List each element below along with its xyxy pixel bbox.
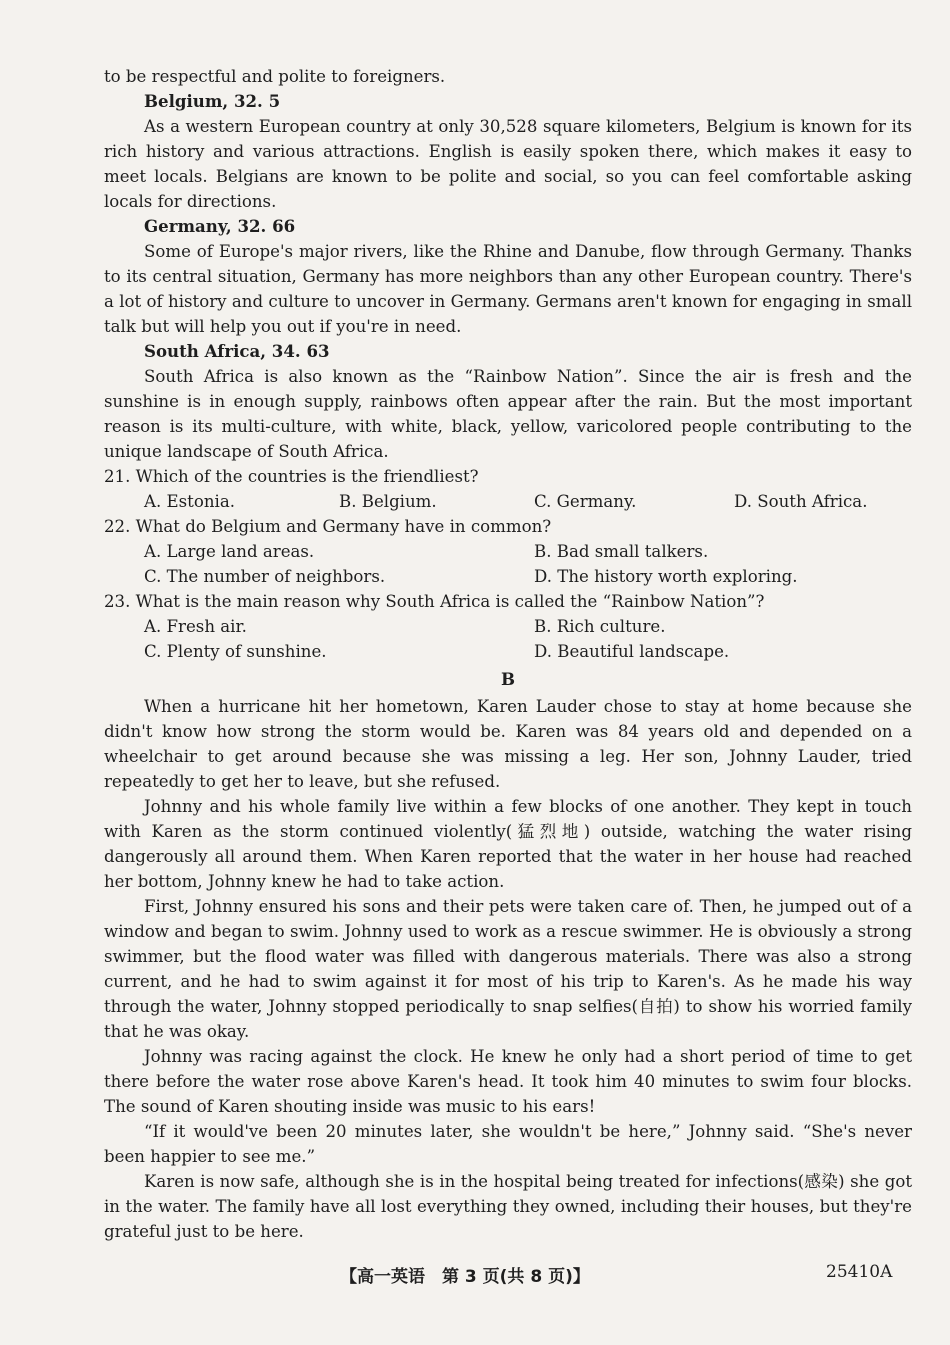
south-africa-paragraph: South Africa is also known as the “Rainbow Nation”. Since the air is fresh and the sunshine is in enough supply, rainbows often appear after the rain. But the most important reason is its multi-culture, with white, black, yellow, varicolored people contributing to the unique landscape of South Africa. — [104, 367, 912, 461]
footer-page-info: 【高一英语 第 3 页(共 8 页)】 — [340, 1267, 590, 1287]
passage-b-paragraph-1: When a hurricane hit her hometown, Karen Lauder chose to stay at home because she didn't know how strong the storm would be. Karen was 84 years old and depended on a wheelchair to get around because she was missing a leg. Her son, Johnny Lauder, tried repeatedly to get her to leave, but she refused. — [104, 697, 912, 791]
option-d: D. South Africa. — [734, 492, 868, 511]
question-stem: 22. What do Belgium and Germany have in common? — [104, 517, 552, 536]
option-d: D. The history worth exploring. — [534, 567, 798, 586]
option-c: C. Plenty of sunshine. — [144, 642, 327, 661]
options-row — [104, 539, 912, 564]
question-23 — [104, 589, 912, 664]
option-b: B. Rich culture. — [534, 617, 666, 636]
option-c: C. Germany. — [534, 492, 637, 511]
option-b: B. Bad small talkers. — [534, 542, 709, 561]
passage-b-paragraph-3: First, Johnny ensured his sons and their pets were taken care of. Then, he jumped out of a window and began to swim. Johnny used to work as a rescue swimmer. He is obviously a strong swimmer, but the flood water was filled with dangerous materials. There was also a strong current, and he had to swim against it for most of his trip to Karen's. As he made his way through the water, Johnny stopped periodically to snap selfies(自拍) to show his worried family that he was okay. — [104, 897, 912, 1041]
continued-line: to be respectful and polite to foreigners. — [104, 67, 446, 86]
option-c: C. The number of neighbors. — [144, 567, 386, 586]
germany-heading: Germany, 32. 66 — [144, 216, 296, 236]
options-row — [104, 639, 912, 664]
passage-b-paragraph-4: Johnny was racing against the clock. He knew he only had a short period of time to get there before the water rose above Karen's head. It took him 40 minutes to swim four blocks. The sound of Karen shouting inside was music to his ears! — [104, 1047, 912, 1116]
belgium-paragraph: As a western European country at only 30,528 square kilometers, Belgium is known for its rich history and various attractions. English is easily spoken there, which makes it easy to meet locals. Belgians are known to be polite and social, so you can feel comfortable asking locals for directions. — [104, 117, 912, 211]
passage-b-paragraph-6: Karen is now safe, although she is in the hospital being treated for infections(感染) she got in the water. The family have all lost everything they owned, including their houses, but they're grateful just to be here. — [104, 1172, 912, 1241]
belgium-heading: Belgium, 32. 5 — [144, 91, 281, 111]
footer-exam-code: 25410A — [826, 1262, 893, 1282]
options-row — [104, 564, 912, 589]
options-row — [104, 614, 912, 639]
option-b: B. Belgium. — [339, 492, 437, 511]
question-stem: 23. What is the main reason why South Africa is called the “Rainbow Nation”? — [104, 592, 765, 611]
passage-b-paragraph-5: “If it would've been 20 minutes later, she wouldn't be here,” Johnny said. “She's never been happier to see me.” — [104, 1122, 912, 1166]
passage-b-paragraph-2: Johnny and his whole family live within a few blocks of one another. They kept in touch with Karen as the storm continued violently(猛烈地) outside, watching the water rising dangerously all around them. When Karen reported that the water in her house had reached her bottom, Johnny knew he had to take action. — [104, 797, 912, 891]
germany-paragraph: Some of Europe's major rivers, like the Rhine and Danube, flow through Germany. Thanks to its central situation, Germany has more neighbors than any other European country. There's a lot of history and culture to uncover in Germany. Germans aren't known for engaging in small talk but will help you out if you're in need. — [104, 242, 912, 336]
option-a: A. Fresh air. — [144, 617, 247, 636]
question-22 — [104, 514, 912, 589]
exam-page — [104, 64, 912, 1244]
option-a: A. Large land areas. — [144, 542, 315, 561]
option-a: A. Estonia. — [144, 492, 235, 511]
south-africa-heading: South Africa, 34. 63 — [144, 341, 330, 361]
section-b-label: B — [500, 669, 516, 689]
options-row — [104, 489, 912, 514]
question-21 — [104, 464, 912, 514]
page-footer — [0, 1262, 950, 1288]
question-stem: 21. Which of the countries is the friendliest? — [104, 467, 479, 486]
option-d: D. Beautiful landscape. — [534, 642, 730, 661]
